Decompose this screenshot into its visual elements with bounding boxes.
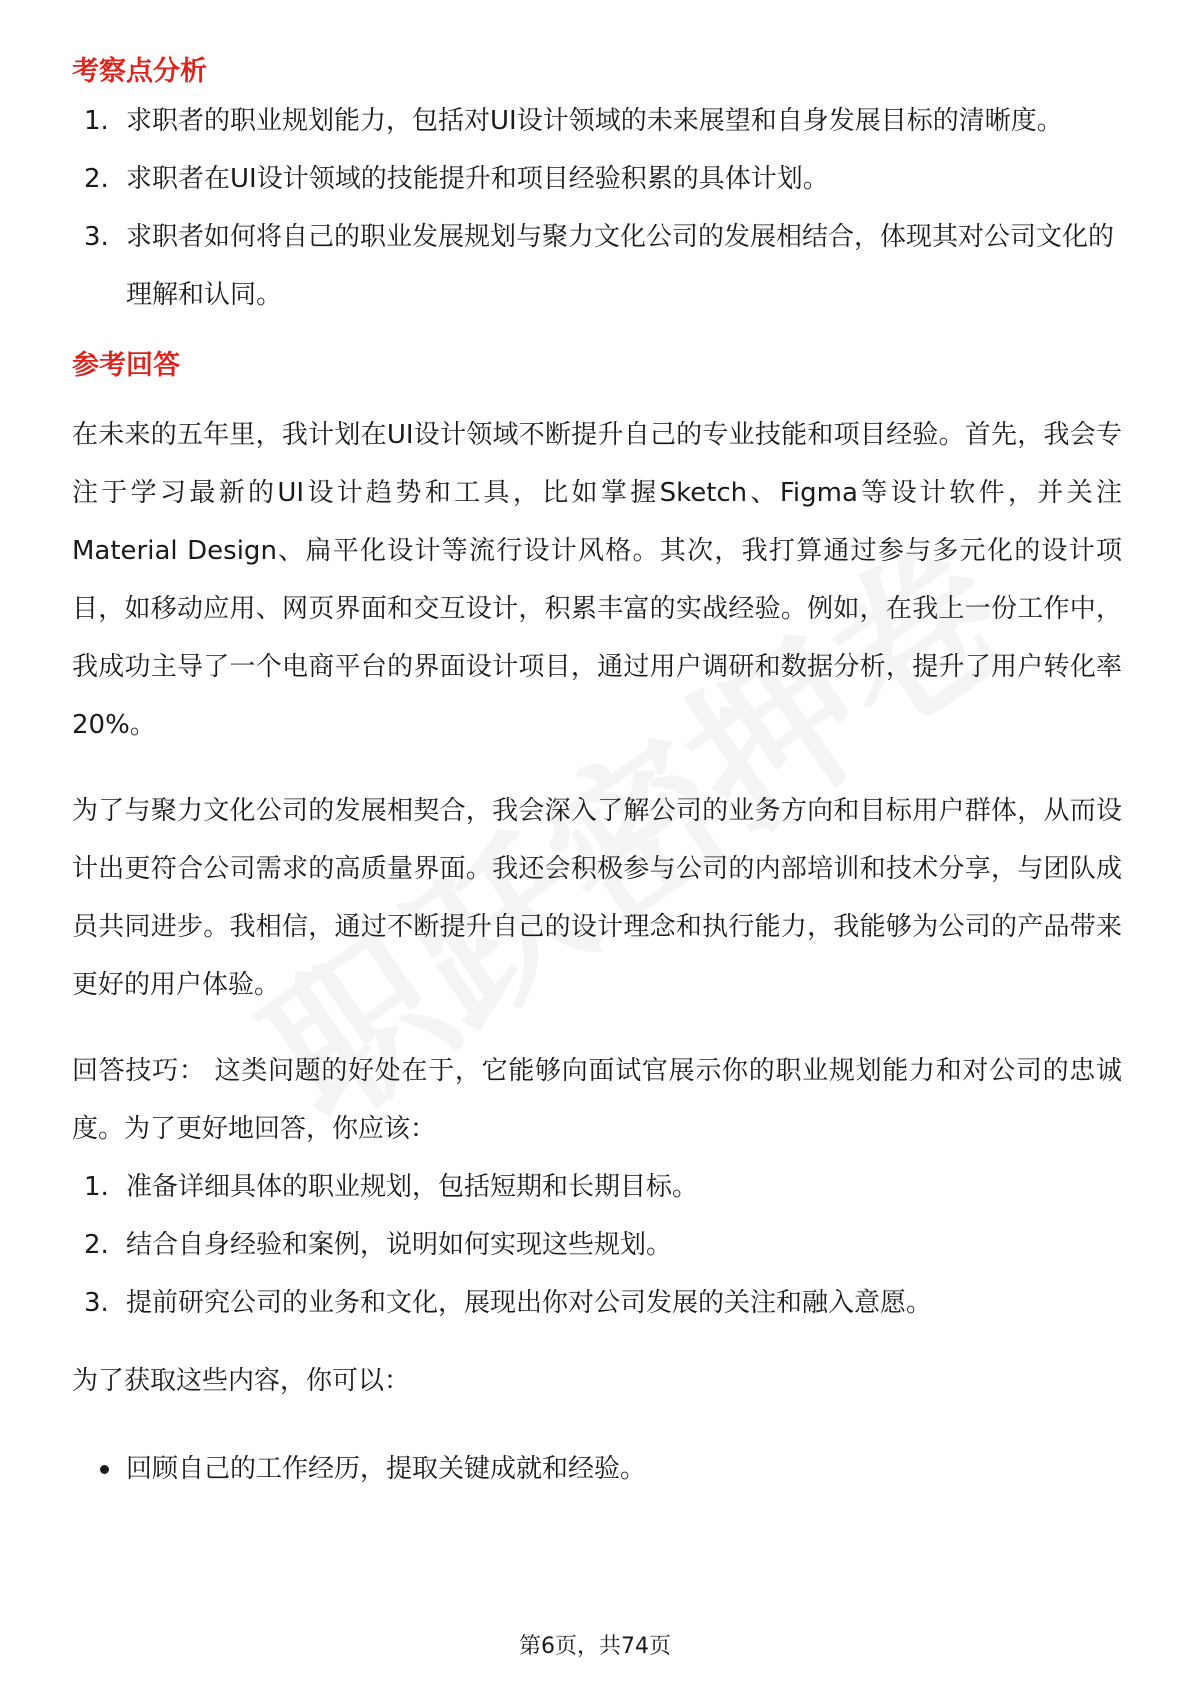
list-text: 求职者的职业规划能力，包括对UI设计领域的未来展望和自身发展目标的清晰度。 — [126, 106, 1063, 136]
list-text: 准备详细具体的职业规划，包括短期和长期目标。 — [126, 1172, 699, 1202]
list-item — [72, 1158, 1122, 1216]
list-item — [72, 1216, 1122, 1274]
list-text: 提前研究公司的业务和文化，展现出你对公司发展的关注和融入意愿。 — [126, 1288, 933, 1318]
tips-list — [72, 1158, 1122, 1332]
list-number: 2. — [84, 1230, 109, 1260]
page-content — [72, 48, 1122, 1498]
list-text: 求职者在UI设计领域的技能提升和项目经验积累的具体计划。 — [126, 164, 829, 194]
list-item — [72, 1274, 1122, 1332]
list-item — [72, 150, 1122, 208]
tips-paragraph: 回答技巧： 这类问题的好处在于，它能够向面试官展示你的职业规划能力和对公司的忠诚度。为了更好地回答，你应该： — [72, 1056, 1122, 1144]
list-number: 3. — [84, 1288, 109, 1318]
analysis-heading: 考察点分析 — [72, 56, 207, 87]
answer-paragraph-2: 为了与聚力文化公司的发展相契合，我会深入了解公司的业务方向和目标用户群体，从而设计出更符合公司需求的高质量界面。我还会积极参与公司的内部培训和技术分享，与团队成员共同进步。我相信，通过不断提升自己的设计理念和执行能力，我能够为公司的产品带来更好的用户体验。 — [72, 796, 1122, 1000]
list-item — [72, 92, 1122, 150]
list-number: 1. — [84, 106, 109, 136]
list-text: 结合自身经验和案例，说明如何实现这些规划。 — [126, 1230, 673, 1260]
list-number: 3. — [84, 222, 109, 252]
list-number: 2. — [84, 164, 109, 194]
answer-heading: 参考回答 — [72, 350, 180, 381]
analysis-list — [72, 92, 1122, 324]
list-text: 回顾自己的工作经历，提取关键成就和经验。 — [126, 1454, 647, 1484]
list-item — [72, 1440, 1122, 1498]
page-number: 第6页，共74页 — [519, 1634, 671, 1659]
obtain-intro: 为了获取这些内容，你可以： — [72, 1366, 411, 1396]
list-text: 求职者如何将自己的职业发展规划与聚力文化公司的发展相结合，体现其对公司文化的理解和认同。 — [126, 222, 1115, 310]
bullet-icon — [100, 1465, 109, 1474]
answer-paragraph-1: 在未来的五年里，我计划在UI设计领域不断提升自己的专业技能和项目经验。首先，我会专注于学习最新的UI设计趋势和工具，比如掌握Sketch、Figma等设计软件，并关注Material Design、扁平化设计等流行设计风格。其次，我打算通过参与多元化的设计项目，如移动应用、网页界面和交互设计，积累丰富的实战经验。例如，在我上一份工作中，我成功主导了一个电商平台的界面设计项目，通过用户调研和数据分析，提升了用户转化率20%。 — [72, 420, 1122, 740]
list-number: 1. — [84, 1172, 109, 1202]
obtain-list — [72, 1440, 1122, 1498]
list-item — [72, 208, 1122, 324]
